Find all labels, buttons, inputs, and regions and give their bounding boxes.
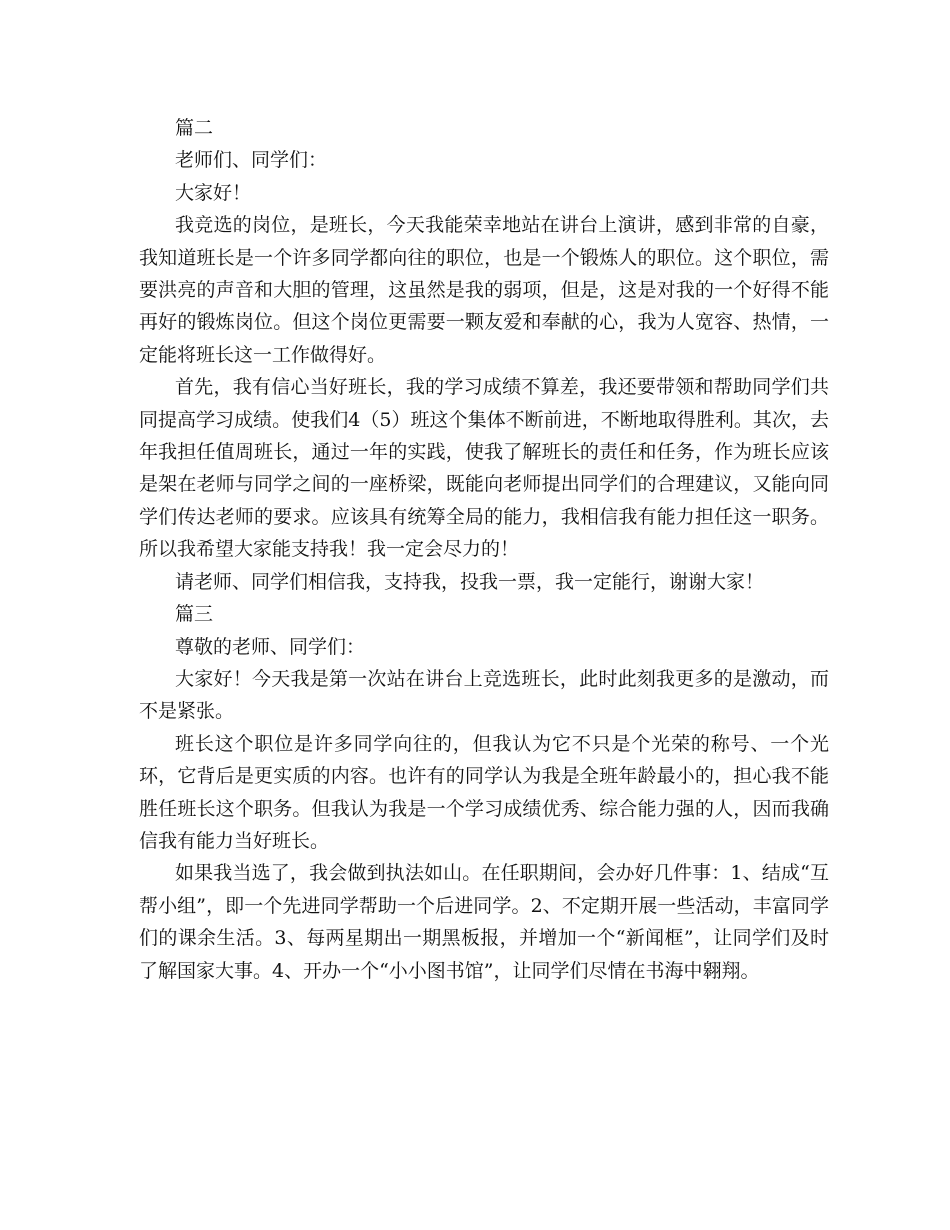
body-paragraph: 大家好！今天我是第一次站在讲台上竞选班长，此时此刻我更多的是激动，而不是紧张。 — [139, 667, 829, 723]
closing-line: 请老师、同学们相信我，支持我，投我一票，我一定能行，谢谢大家！ — [175, 570, 765, 593]
section-heading-3: 篇三 — [175, 603, 214, 626]
salutation: 尊敬的老师、同学们： — [175, 635, 366, 658]
document-body — [139, 112, 829, 987]
body-paragraph: 班长这个职位是许多同学向往的，但我认为它不只是个光荣的称号、一个光环，它背后是更实质的内容。也许有的同学认为我是全班年龄最小的，担心我不能胜任班长这个职务。但我认为我是一个学习成绩优秀、综合能力强的人，因而我确信我有能力当好班长。 — [139, 732, 829, 852]
body-paragraph: 我竞选的岗位，是班长，今天我能荣幸地站在讲台上演讲，感到非常的自豪，我知道班长是一个许多同学都向往的职位，也是一个锻炼人的职位。这个职位，需要洪亮的声音和大胆的管理，这虽然是我的弱项，但是，这是对我的一个好得不能再好的锻炼岗位。但这个岗位更需要一颗友爱和奉献的心，我为人宽容、热情，一定能将班长这一工作做得好。 — [139, 214, 829, 366]
section-heading-2: 篇二 — [175, 117, 214, 139]
salutation: 老师们、同学们： — [175, 149, 328, 172]
body-paragraph: 首先，我有信心当好班长，我的学习成绩不算差，我还要带领和帮助同学们共同提高学习成绩。使我们4（5）班这个集体不断前进，不断地取得胜利。其次，去年我担任值周班长，通过一年的实践，使我了解班长的责任和任务，作为班长应该是架在老师与同学之间的一座桥梁，既能向老师提出同学们的合理建议，又能向同学们传达老师的要求。应该具有统筹全局的能力，我相信我有能力担任这一职务。所以我希望大家能支持我！我一定会尽力的！ — [139, 376, 829, 561]
greeting: 大家好！ — [175, 181, 252, 204]
body-paragraph: 如果我当选了，我会做到执法如山。在任职期间，会办好几件事：1、结成“互帮小组”，即一个先进同学帮助一个后进同学。2、不定期开展一些活动，丰富同学们的课余生活。3、每两星期出一期黑板报，并增加一个“新闻框”，让同学们及时了解国家大事。4、开办一个“小小图书馆”，让同学们尽情在书海中翱翔。 — [139, 862, 829, 982]
